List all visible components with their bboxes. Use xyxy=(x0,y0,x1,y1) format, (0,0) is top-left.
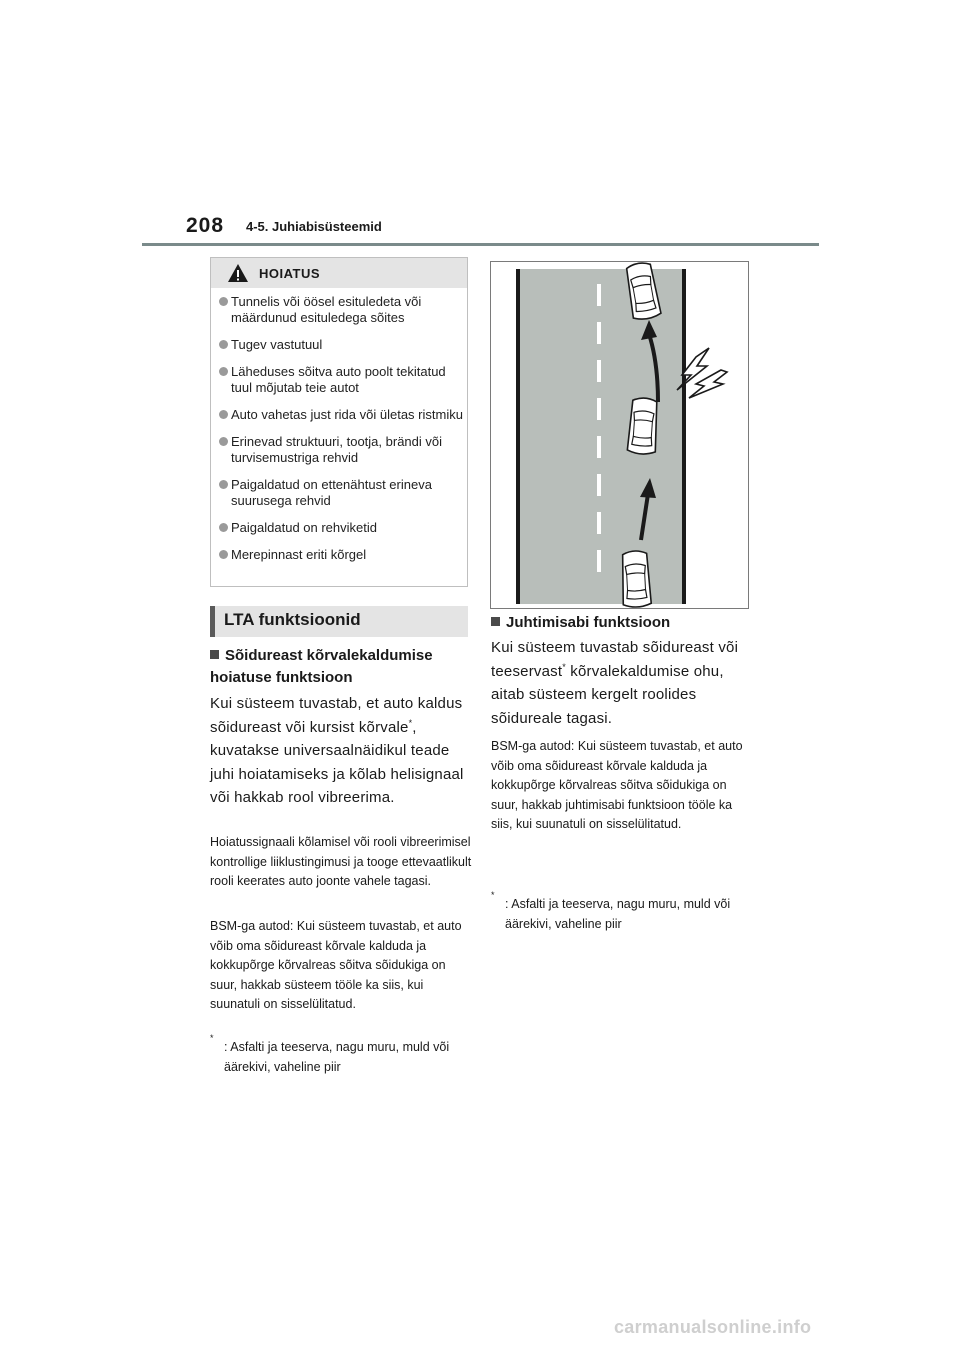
footnote-ref: * xyxy=(408,717,413,728)
road-edge-right xyxy=(682,269,686,604)
list-item-text: Tunnelis või öösel esituledeta või määrdunud esituledega sõites xyxy=(231,294,422,325)
warning-triangle-icon xyxy=(227,263,249,283)
warning-list xyxy=(219,294,465,574)
note-paragraph: Hoiatussignaali kõlamisel või rooli vibreerimisel kontrollige liiklustingimusi ja tooge ettevaatlikult rooli keerates auto joonte vahele tagasi. xyxy=(210,835,472,888)
note-paragraph-bsm: BSM-ga autod: Kui süsteem tuvastab, et auto võib oma sõidureast kõrvale kalduda ja kokkupõrge kõrvalreas sõitva sõidukiga on suur, hakkab süsteem tööle ka siis, kui suunatuli on sisselülitatud. xyxy=(210,919,462,1011)
warning-title: HOIATUS xyxy=(259,266,321,281)
bullet-dot-icon xyxy=(219,480,228,489)
footnote: * : Asfalti ja teeserva, nagu muru, muld või äärekivi, vaheline piir xyxy=(210,1033,450,1074)
heading-accent xyxy=(210,606,215,637)
list-item xyxy=(219,520,465,536)
subheading-lane-departure-alert xyxy=(210,645,470,689)
warning-box xyxy=(210,257,468,587)
lead-text-a: Kui süsteem tuvastab sõidureast või teeservast xyxy=(491,639,739,680)
section-heading: LTA funktsioonid xyxy=(224,610,361,629)
bullet-dot-icon xyxy=(219,550,228,559)
warning-header xyxy=(211,258,467,288)
list-item-text: Paigaldatud on ettenähtust erineva suurusega rehvid xyxy=(231,477,432,508)
car-bottom xyxy=(621,550,652,607)
subheading-text: Sõidureast kõrvalekaldumise hoiatuse funktsioon xyxy=(210,647,433,686)
square-bullet-icon xyxy=(210,650,219,659)
watermark: carmanualsonline.info xyxy=(614,1317,812,1337)
section-title: 4-5. Juhiabisüsteemid xyxy=(246,219,382,234)
subheading-steering-assist xyxy=(491,612,753,634)
header-rule xyxy=(142,243,819,246)
lane-diagram-svg xyxy=(491,262,748,608)
list-item xyxy=(219,434,465,466)
lane-diagram xyxy=(490,261,749,609)
lead-paragraph xyxy=(491,636,753,730)
list-item xyxy=(219,547,465,563)
lead-text-b: kõrvalekaldumise ohu, aitab süsteem kergelt roolides sõidureale tagasi. xyxy=(491,662,724,727)
car-middle xyxy=(627,397,659,455)
footnote-ref: * xyxy=(562,661,566,672)
list-item-text: Auto vahetas just rida või ületas ristmiku xyxy=(231,407,463,422)
section-heading-bar xyxy=(210,606,468,637)
lead-text-b: , kuvatakse universaalnäidikul teade juhi hoiatamiseks ja kõlab helisignaal või hakkab rool vibreerima. xyxy=(210,718,464,806)
footnote-text: : Asfalti ja teeserva, nagu muru, muld või äärekivi, vaheline piir xyxy=(224,1040,450,1074)
bullet-dot-icon xyxy=(219,367,228,376)
list-item-text: Tugev vastutuul xyxy=(231,337,323,352)
list-item-text: Paigaldatud on rehviketid xyxy=(231,520,377,535)
bullet-dot-icon xyxy=(219,437,228,446)
list-item xyxy=(219,477,465,509)
lead-paragraph xyxy=(210,692,472,810)
list-item xyxy=(219,407,465,423)
note-paragraph-bsm: BSM-ga autod: Kui süsteem tuvastab, et auto võib oma sõidureast kõrvale kalduda ja kokkupõrge kõrvalreas sõitva sõidukiga on suur, hakkab juhtimisabi funktsioon tööle ka siis, kui suunatuli on sisselülitatud. xyxy=(491,739,743,831)
list-item-text: Läheduses sõitva auto poolt tekitatud tuul mõjutab teie autot xyxy=(231,364,446,395)
list-item xyxy=(219,364,465,396)
subheading-text: Juhtimisabi funktsioon xyxy=(506,614,671,631)
page-number: 208 xyxy=(186,214,225,237)
list-item-text: Erinevad struktuuri, tootja, brändi või turvisemustriga rehvid xyxy=(231,434,442,465)
footnote-text: : Asfalti ja teeserva, nagu muru, muld või äärekivi, vaheline piir xyxy=(505,897,731,931)
road-edge-left xyxy=(516,269,520,604)
list-item xyxy=(219,294,465,326)
square-bullet-icon xyxy=(491,617,500,626)
bullet-dot-icon xyxy=(219,523,228,532)
lead-text-a: Kui süsteem tuvastab, et auto kaldus sõidureast või kursist kõrvale xyxy=(210,695,463,736)
footnote: * : Asfalti ja teeserva, nagu muru, muld või äärekivi, vaheline piir xyxy=(491,890,731,931)
list-item xyxy=(219,337,465,353)
list-item-text: Merepinnast eriti kõrgel xyxy=(231,547,367,562)
bullet-dot-icon xyxy=(219,340,228,349)
bullet-dot-icon xyxy=(219,297,228,306)
bullet-dot-icon xyxy=(219,410,228,419)
